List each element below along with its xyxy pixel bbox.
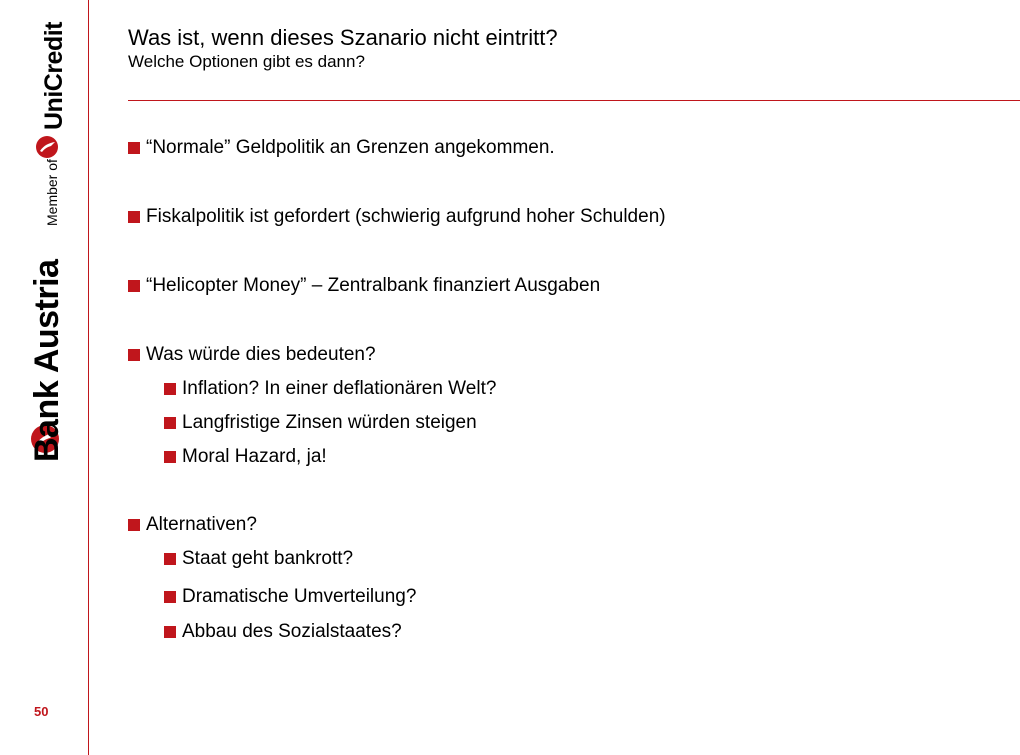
page-number: 50 (34, 704, 49, 719)
sub-bullet-item (164, 445, 327, 469)
slide-title: Was ist, wenn dieses Szanario nicht eintritt? (128, 25, 558, 50)
bullet-text: “Helicopter Money” – Zentralbank finanziert Ausgaben (146, 275, 601, 296)
bullet-square-icon (128, 211, 140, 223)
bullet-text: Inflation? In einer deflationären Welt? (182, 378, 497, 399)
bullet-text: Abbau des Sozialstaates? (182, 621, 402, 642)
bullet-square-icon (128, 349, 140, 361)
bullet-item (128, 205, 666, 229)
bullet-square-icon (164, 383, 176, 395)
bullet-square-icon (164, 451, 176, 463)
bullet-square-icon (164, 553, 176, 565)
slide-header (128, 24, 558, 73)
bank-austria-wordmark: Bank Austria (28, 259, 66, 462)
bullet-square-icon (128, 142, 140, 154)
member-of-label: Member of (44, 159, 60, 226)
bullet-text: Moral Hazard, ja! (182, 446, 327, 467)
unicredit-wordmark: UniCredit (40, 22, 68, 130)
bullet-item (128, 136, 555, 160)
header-divider (128, 100, 1020, 101)
bullet-text: “Normale” Geldpolitik an Grenzen angekommen. (146, 137, 555, 158)
sub-bullet-item (164, 411, 477, 435)
bullet-text: Dramatische Umverteilung? (182, 586, 417, 607)
sub-bullet-item (164, 547, 353, 571)
sub-bullet-item (164, 585, 416, 609)
unicredit-logo-icon (35, 135, 59, 159)
bullet-text: Fiskalpolitik ist gefordert (schwierig aufgrund hoher Schulden) (146, 206, 666, 227)
bullet-square-icon (128, 519, 140, 531)
sidebar (0, 0, 89, 755)
bullet-square-icon (164, 626, 176, 638)
bullet-item (128, 513, 257, 537)
bullet-square-icon (128, 280, 140, 292)
bullet-square-icon (164, 417, 176, 429)
brand-logo (0, 0, 89, 520)
bullet-text: Was würde dies bedeuten? (146, 344, 376, 365)
bullet-text: Langfristige Zinsen würden steigen (182, 412, 477, 433)
sub-bullet-item (164, 377, 496, 401)
bullet-item (128, 343, 376, 367)
bullet-text: Staat geht bankrott? (182, 548, 354, 569)
bullet-square-icon (164, 591, 176, 603)
slide-subtitle: Welche Optionen gibt es dann? (128, 52, 365, 71)
bullet-item (128, 274, 600, 298)
sub-bullet-item (164, 620, 402, 644)
sidebar-divider (88, 0, 89, 755)
bullet-text: Alternativen? (146, 514, 257, 535)
